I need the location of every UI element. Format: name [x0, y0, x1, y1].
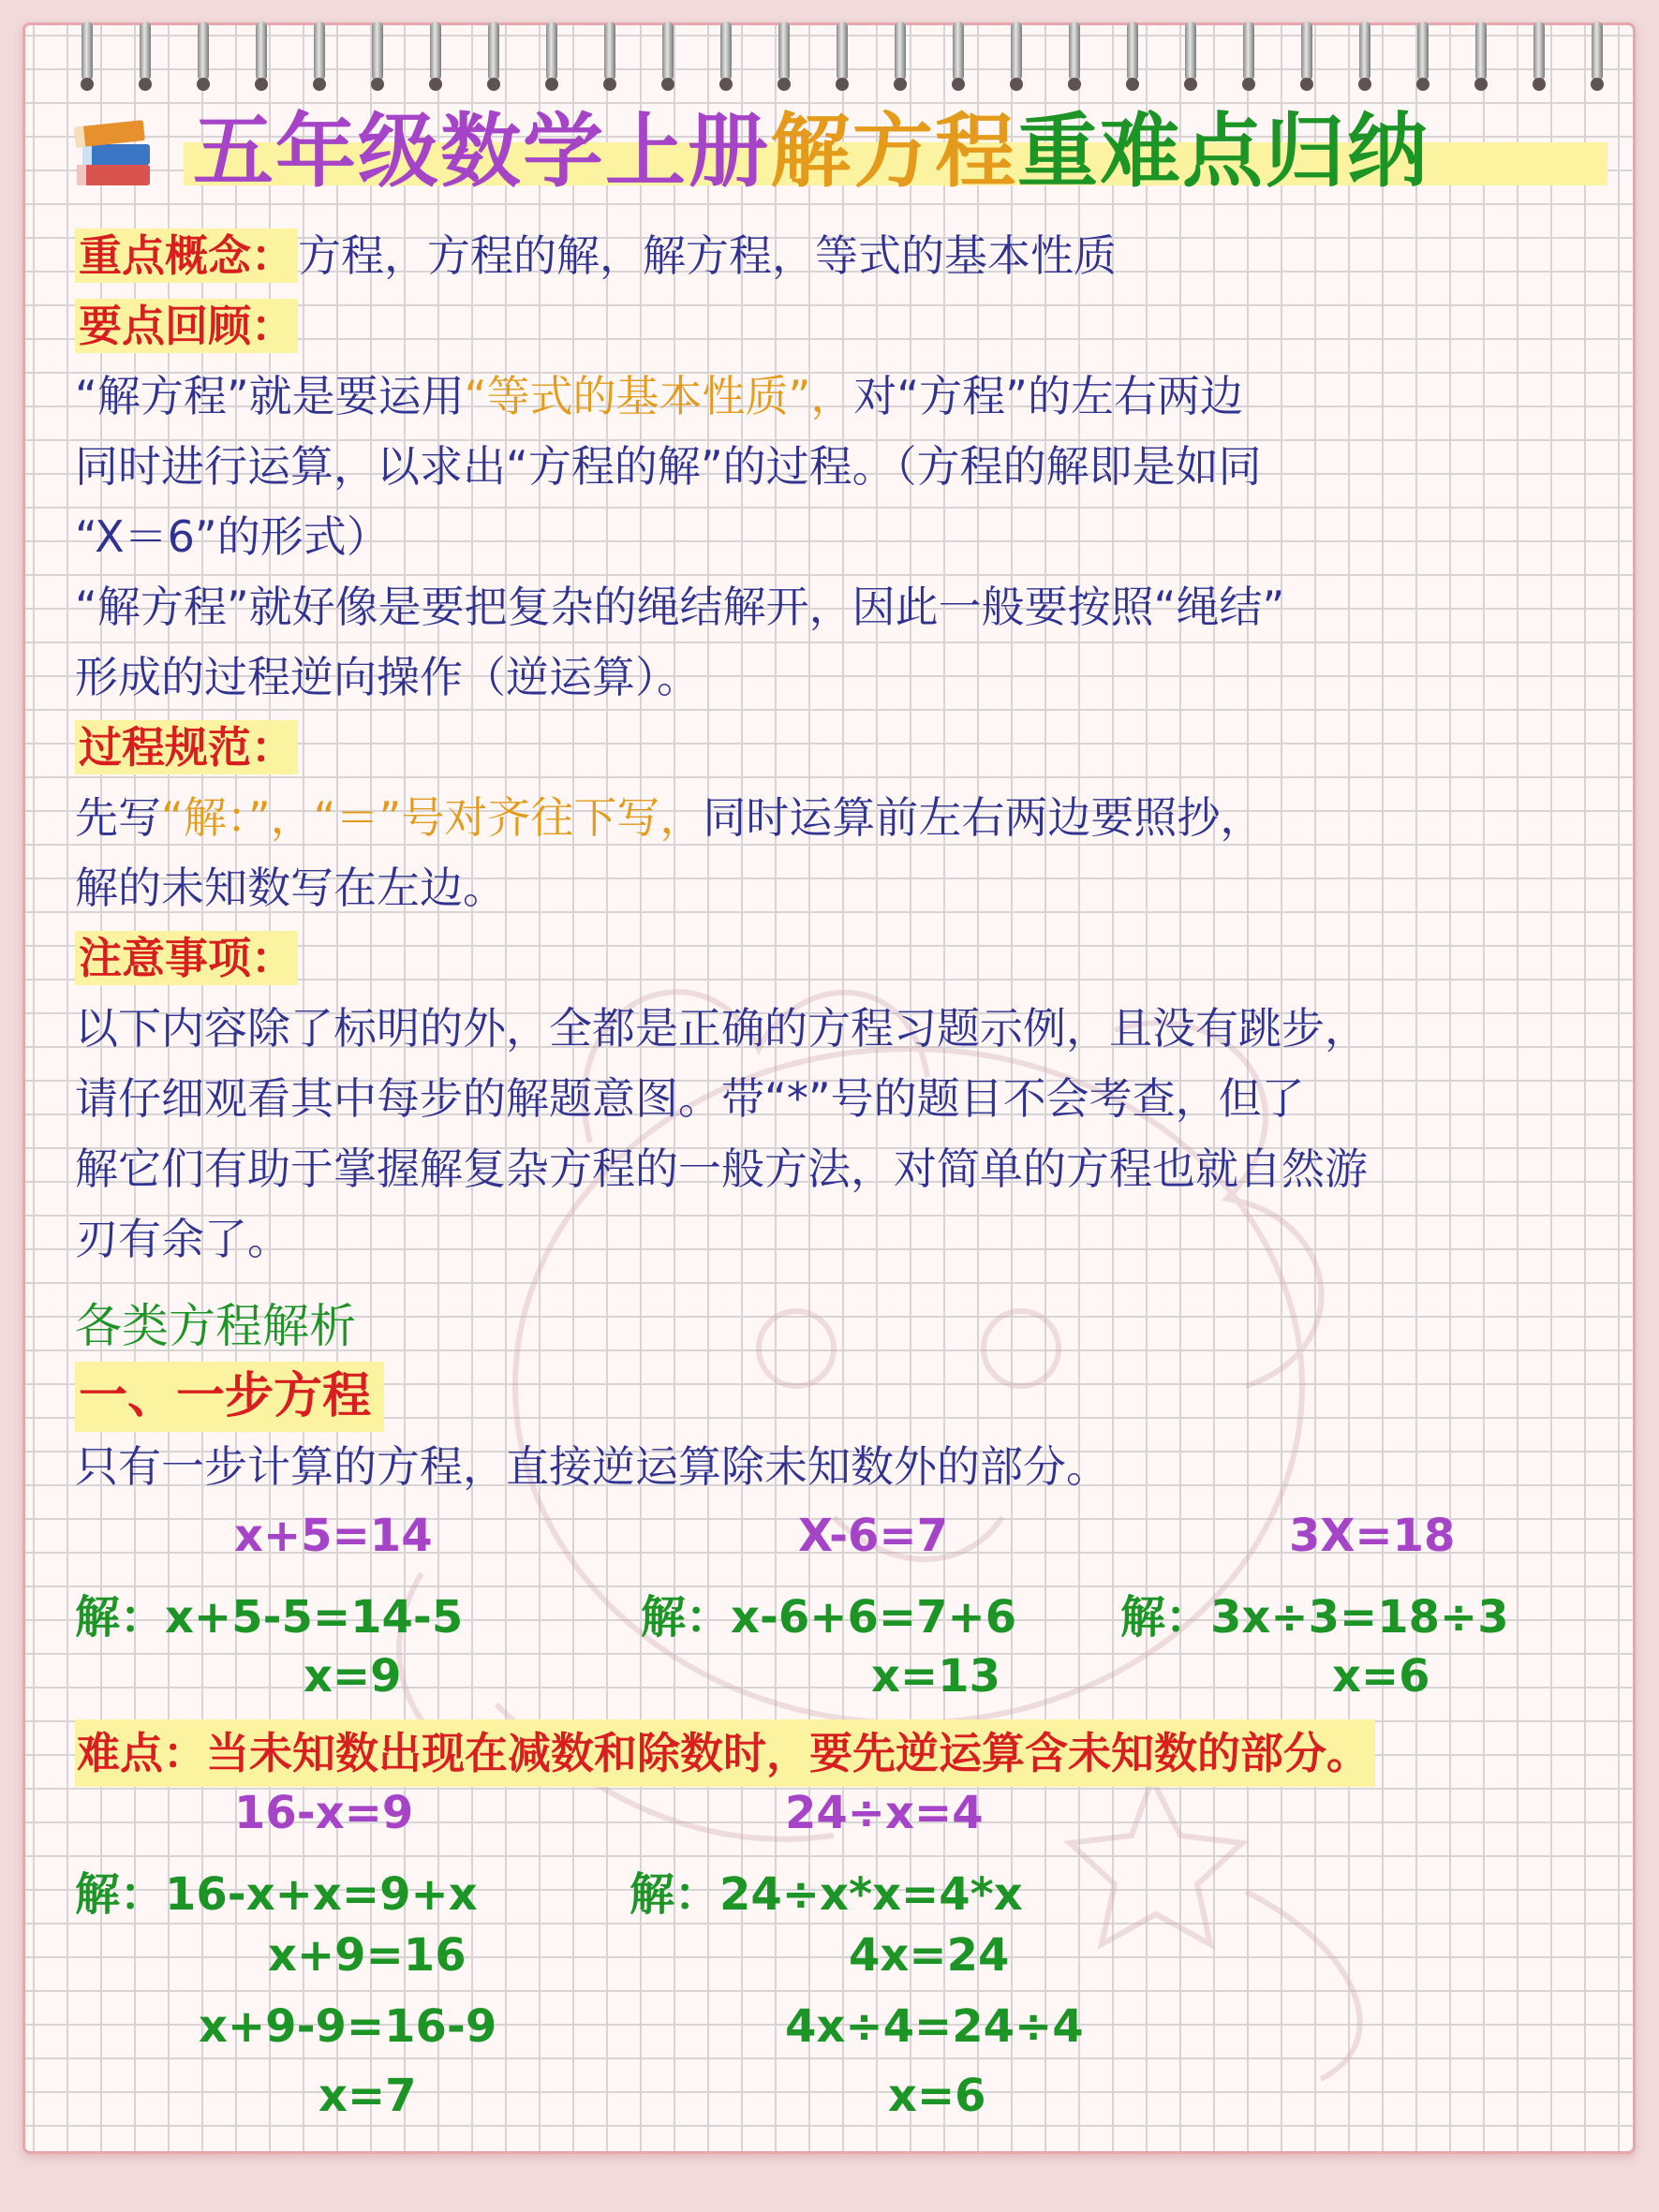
- equation-4-step-2: x+9=16: [268, 1929, 467, 1982]
- binder-ring-icon: [1359, 22, 1370, 81]
- binder-ring-icon: [314, 22, 325, 81]
- equation-1-question: x+5=14: [234, 1510, 433, 1562]
- notes-line-4: 刃有余了。: [75, 1214, 290, 1264]
- section1-title: 一、一步方程: [75, 1362, 384, 1432]
- equation-4-step-1: 解：16-x+x=9+x: [75, 1868, 478, 1921]
- binder-ring-icon: [1069, 22, 1080, 81]
- equation-4-question: 16-x=9: [234, 1787, 414, 1839]
- process-line-1: [75, 783, 1592, 853]
- process-label-line: [75, 713, 1592, 783]
- binder-ring-icon: [140, 22, 151, 81]
- difficulty-line: [75, 1719, 1375, 1787]
- equation-1-answer: x=9: [304, 1650, 402, 1703]
- review-line-2: 同时进行运算，以求出“方程的解”的过程。（方程的解即是如同: [75, 441, 1262, 492]
- notes-label-line: [75, 923, 1592, 994]
- binder-ring-icon: [1301, 22, 1312, 81]
- key-concepts-text: 方程，方程的解，解方程，等式的基本性质: [298, 230, 1117, 281]
- equation-1-step-1: 解：x+5-5=14-5: [75, 1591, 464, 1644]
- review-line-3: “X＝6”的形式）: [75, 511, 390, 562]
- binder-ring-icon: [198, 22, 209, 81]
- binder-ring-icon: [1185, 22, 1196, 81]
- page-title: [193, 105, 1429, 199]
- binder-rings: [81, 25, 1637, 93]
- section1-description: 只有一步计算的方程，直接逆运算除未知数外的部分。: [75, 1441, 1109, 1492]
- title-part-topic: 解方程: [770, 105, 1017, 199]
- content: [75, 221, 1592, 1502]
- binder-ring-icon: [953, 22, 964, 81]
- equation-5-question: 24÷x=4: [785, 1787, 984, 1839]
- review-text: “解方程”就是要运用: [75, 371, 465, 421]
- difficulty-note: 难点：当未知数出现在减数和除数时，要先逆运算含未知数的部分。: [75, 1719, 1375, 1787]
- binder-ring-icon: [430, 22, 441, 81]
- title-part-summary: 重难点归纳: [1017, 105, 1429, 199]
- equation-5-step-3: 4x÷4=24÷4: [785, 2000, 1084, 2053]
- binder-ring-icon: [662, 22, 674, 81]
- binder-ring-icon: [488, 22, 499, 81]
- process-line-2: 解的未知数写在左边。: [75, 863, 506, 913]
- equation-4-step-3: x+9-9=16-9: [199, 2000, 497, 2053]
- key-concepts-line: [75, 221, 1592, 291]
- title-part-grade: 五年级数学上册: [193, 105, 770, 199]
- review-line-5: 形成的过程逆向操作（逆运算）。: [75, 652, 700, 702]
- equation-5-step-1: 解：24÷x*x=4*x: [630, 1868, 1023, 1921]
- notes-line-2: 请仔细观看其中每步的解题意图。带“*”号的题目不会考查，但了: [75, 1073, 1305, 1124]
- section1-line: [75, 1362, 1592, 1432]
- books-icon: [71, 111, 156, 193]
- equation-3-question: 3X=18: [1289, 1510, 1456, 1562]
- binder-ring-icon: [372, 22, 383, 81]
- equation-3-step-1: 解：3x÷3=18÷3: [1120, 1591, 1509, 1644]
- review-text: 对“方程”的左右两边: [853, 371, 1244, 421]
- binder-ring-icon: [546, 22, 557, 81]
- binder-ring-icon: [604, 22, 615, 81]
- equation-2-question: X-6=7: [798, 1510, 949, 1562]
- review-label: 要点回顾：: [75, 299, 298, 353]
- analysis-heading: 各类方程解析: [75, 1299, 356, 1353]
- binder-ring-icon: [1243, 22, 1254, 81]
- process-label: 过程规范：: [75, 720, 298, 774]
- review-line-4: “解方程”就好像是要把复杂的绳结解开，因此一般要按照“绳结”: [75, 582, 1285, 632]
- notes-line-1: 以下内容除了标明的外，全都是正确的方程习题示例，且没有跳步，: [75, 1003, 1368, 1054]
- binder-ring-icon: [720, 22, 732, 81]
- review-line-1: [75, 361, 1592, 432]
- binder-ring-icon: [837, 22, 848, 81]
- equation-2-step-1: 解：x-6+6=7+6: [641, 1591, 1017, 1644]
- binder-ring-icon: [895, 22, 906, 81]
- binder-ring-icon: [256, 22, 267, 81]
- key-concepts-label: 重点概念：: [75, 229, 298, 283]
- review-emphasis: “等式的基本性质”，: [464, 371, 854, 421]
- binder-ring-icon: [1475, 22, 1487, 81]
- binder-ring-icon: [1592, 22, 1603, 81]
- binder-ring-icon: [1417, 22, 1429, 81]
- notes-line-3: 解它们有助于掌握解复杂方程的一般方法，对简单的方程也就自然游: [75, 1143, 1368, 1194]
- notes-label: 注意事项：: [75, 931, 298, 985]
- equation-3-answer: x=6: [1332, 1650, 1430, 1703]
- equation-5-step-2: 4x=24: [849, 1929, 1010, 1982]
- binder-ring-icon: [1127, 22, 1138, 81]
- process-text: 同时运算前左右两边要照抄，: [703, 792, 1264, 843]
- equation-4-answer: x=7: [318, 2070, 417, 2122]
- process-emphasis: “解：”，“＝”号对齐往下写，: [161, 792, 704, 843]
- equation-5-answer: x=6: [888, 2070, 986, 2122]
- binder-ring-icon: [81, 22, 93, 81]
- binder-ring-icon: [1011, 22, 1022, 81]
- equation-2-answer: x=13: [871, 1650, 1000, 1703]
- process-text: 先写: [75, 792, 161, 843]
- binder-ring-icon: [778, 22, 790, 81]
- binder-ring-icon: [1533, 22, 1545, 81]
- title-row: [71, 105, 1607, 199]
- review-label-line: [75, 291, 1592, 361]
